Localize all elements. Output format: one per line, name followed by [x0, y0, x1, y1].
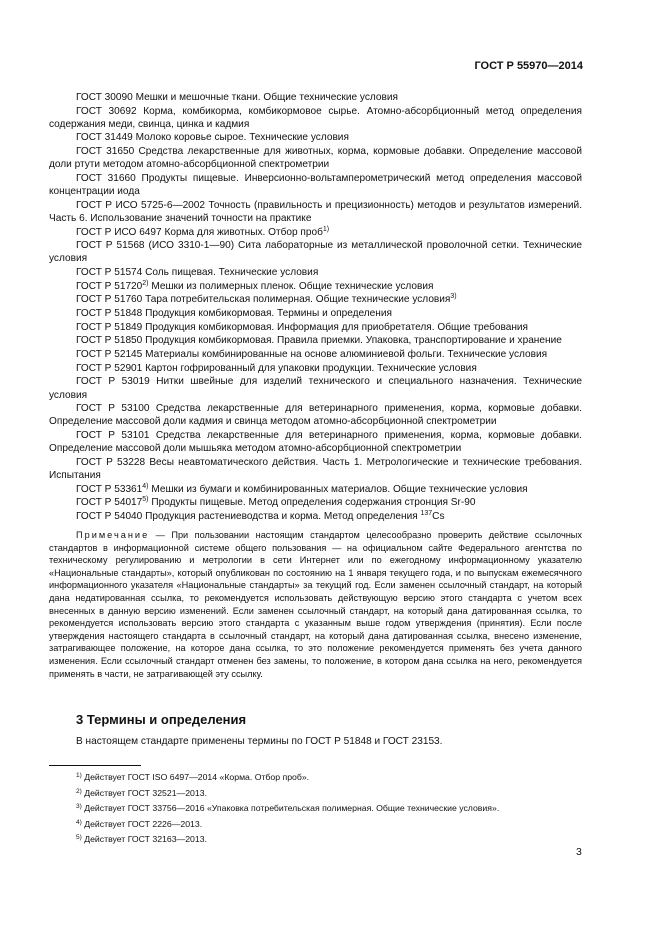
footnote-mark: 137 [420, 509, 433, 517]
reference-code: ГОСТ Р 53228 [76, 456, 146, 468]
note-label: Примечание [76, 530, 150, 541]
reference-title: Нитки швейные для изделий технического и специального назначения. Технические условия [49, 376, 582, 401]
reference-code: ГОСТ Р 53101 [76, 430, 150, 442]
reference-item [49, 348, 582, 361]
reference-title: Продукция комбикормовая. Информация для приобретателя. Общие требования [145, 321, 529, 333]
reference-item [49, 510, 582, 523]
reference-list [49, 91, 582, 523]
reference-title: Соль пищевая. Технические условия [145, 266, 319, 278]
reference-code: ГОСТ 31650 [76, 146, 135, 158]
reference-title: Картон гофрированный для упаковки продукции. Технические условия [145, 362, 477, 374]
footnote-mark: 4) [76, 818, 82, 826]
reference-item [49, 307, 582, 320]
page-number: 3 [576, 846, 582, 858]
footnote-mark: 2) [142, 279, 149, 287]
footnote-mark: 4) [142, 482, 149, 490]
reference-title: Мешки и мешочные ткани. Общие технические условия [135, 92, 398, 103]
footnote-mark: 1) [76, 772, 82, 779]
reference-code: ГОСТ Р 53361 [76, 483, 143, 495]
reference-title: Продукты пищевые. Инверсионно-вольтамперометрический метод определения массовой концентрации иода [49, 172, 583, 198]
reference-title-tail: Cs [432, 510, 445, 522]
reference-code: ГОСТ 31449 [76, 132, 133, 144]
reference-item [49, 105, 582, 131]
reference-code: ГОСТ 30090 [76, 92, 133, 103]
reference-code: ГОСТ Р ИСО 5725-6—2002 [76, 199, 206, 211]
footnote [76, 770, 499, 786]
reference-item [49, 280, 582, 293]
reference-title: Материалы комбинированные на основе алюминиевой фольги. Технические условия [145, 349, 548, 361]
footnote-mark: 5) [142, 496, 149, 504]
document-id-header: ГОСТ Р 55970—2014 [474, 60, 583, 72]
note-paragraph [49, 529, 582, 680]
footnote-mark: 2) [76, 787, 82, 795]
reference-title: Продукция комбикормовая. Правила приемки. Упаковка, транспортирование и хранение [145, 335, 562, 347]
reference-item [49, 402, 582, 428]
normative-references [49, 91, 582, 680]
footnote-text: Действует ГОСТ 33756—2016 «Упаковка потребительская полимерная. Общие технические условия». [84, 803, 500, 813]
footnote-divider [49, 765, 141, 766]
reference-title: Молоко коровье сырое. Технические условия [135, 132, 349, 144]
section-title: 3 Термины и определения [76, 712, 247, 727]
reference-item [49, 496, 582, 509]
footnotes [76, 770, 499, 848]
reference-item [49, 429, 582, 455]
footnote [76, 817, 499, 833]
reference-title: Весы неавтоматического действия. Часть 1. Метрологические и технические требования. Испытания [49, 456, 583, 481]
reference-code: ГОСТ Р 52901 [76, 362, 143, 374]
reference-code: ГОСТ Р 51574 [76, 266, 143, 278]
reference-item [49, 91, 582, 104]
reference-item [49, 266, 582, 279]
footnote-text: Действует ГОСТ ISO 6497—2014 «Корма. Отбор проб». [84, 772, 310, 782]
reference-item [49, 456, 582, 482]
reference-item [49, 239, 582, 265]
reference-title: Средства лекарственные для ветеринарного применения, корма, кормовые добавки. Определение массовой доли мышьяка методом атомно-абсорбционной спектрометрии [49, 430, 582, 455]
footnote-text: Действует ГОСТ 32163—2013. [84, 834, 207, 844]
reference-code: ГОСТ 31660 [76, 172, 136, 184]
reference-item [49, 145, 582, 171]
reference-code: ГОСТ Р 51568 (ИСО 3310-1—90) [76, 240, 235, 252]
reference-item [49, 334, 582, 347]
reference-item [49, 226, 582, 239]
reference-code: ГОСТ Р 51849 [76, 321, 143, 333]
reference-title: Тара потребительская полимерная. Общие технические условия [145, 294, 451, 306]
reference-item [49, 131, 582, 144]
section-intro: В настоящем стандарте применены термины по ГОСТ Р 51848 и ГОСТ 23153. [76, 736, 443, 747]
footnote-mark: 3) [76, 803, 82, 810]
reference-title: Сита лабораторные из металлической проволочной сетки. Технические условия [49, 240, 582, 265]
reference-code: ГОСТ Р 54017 [76, 497, 143, 509]
reference-item [49, 362, 582, 375]
footnote-mark: 5) [76, 834, 82, 841]
reference-title: Корма для животных. Отбор проб [164, 226, 323, 238]
footnote [76, 786, 499, 802]
reference-code: ГОСТ Р 53100 [76, 403, 150, 415]
reference-item [49, 321, 582, 334]
reference-code: ГОСТ Р 54040 [76, 510, 143, 522]
reference-title: Продукция растениеводства и корма. Метод определения [145, 510, 421, 522]
reference-code: ГОСТ Р ИСО 6497 [76, 226, 162, 238]
reference-title: Продукция комбикормовая. Термины и определения [145, 308, 392, 320]
reference-code: ГОСТ Р 51850 [76, 335, 143, 347]
reference-title: Мешки из бумаги и комбинированных материалов. Общие технические условия [151, 483, 528, 495]
footnote-text: Действует ГОСТ 32521—2013. [84, 787, 207, 798]
reference-item [49, 483, 582, 496]
note-text: — При пользовании настоящим стандартом целесообразно проверить действие ссылочных стандартов в информационной системе общего пользования — на официальном сайте Федерального агентства по техническому регулированию и метрологии в сети Интернет или по ежегодному информационному указателю «Национальные стандарты», который опубликован по состоянию на 1 января текущего года, и по выпускам ежемесячного информационного указателя «Национальные стандарты» за текущий год. Если заменен ссылочный стандарт, на который дана недатированная ссылка, то рекомендуется использовать действующую версию этого стандарта с учетом всех внесенных в данную версию изменений. Если заменен ссылочный стандарт, на который дана датированная ссылка, то рекомендуется использовать версию этого стандарта с указанным выше годом утверждения (принятия). Если после утверждения настоящего стандарта в ссылочный стандарт, на который дана датированная ссылка, внесено изменение, затрагивающее положение, на которое дана ссылка, то это положение рекомендуется применять без учета данного изменения. Если ссылочный стандарт отменен без замены, то положение, в котором дана ссылка на него, рекомендуется применять в части, не затрагивающей эту ссылку. [49, 530, 582, 679]
reference-title: Точность (правильность и прецизионность) методов и результатов измерений. Часть 6. Использование значений точности на практике [49, 199, 582, 224]
reference-title: Средства лекарственные для животных, корма, кормовые добавки. Определение массовой доли ртути методом атомно-абсорбционной спектрометрии [49, 146, 582, 171]
reference-code: ГОСТ 30692 [76, 105, 137, 117]
reference-title: Мешки из полимерных пленок. Общие технические условия [151, 280, 434, 292]
reference-code: ГОСТ Р 51720 [76, 280, 143, 292]
reference-code: ГОСТ Р 51848 [76, 308, 143, 320]
reference-code: ГОСТ Р 51760 [76, 294, 143, 306]
footnote-mark: 3) [450, 293, 457, 301]
reference-title: Продукты пищевые. Метод определения содержания стронция Sr-90 [151, 497, 476, 509]
reference-code: ГОСТ Р 52145 [76, 349, 143, 361]
reference-title: Корма, комбикорма, комбикормовое сырье. Атомно-абсорбционный метод определения содержания меди, свинца, цинка и кадмия [49, 105, 582, 130]
footnote-mark: 1) [322, 225, 330, 233]
footnote [76, 832, 499, 848]
reference-item [49, 375, 582, 401]
reference-item [49, 293, 582, 306]
reference-title: Средства лекарственные для ветеринарного применения, корма, кормовые добавки. Определение массовой доли кадмия и свинца методом атомно-абсорбционной спектрометрии [49, 403, 582, 428]
footnote-text: Действует ГОСТ 2226—2013. [84, 818, 203, 829]
reference-item [49, 199, 582, 225]
reference-item [49, 172, 582, 198]
footnote [76, 801, 499, 817]
reference-code: ГОСТ Р 53019 [76, 376, 150, 388]
